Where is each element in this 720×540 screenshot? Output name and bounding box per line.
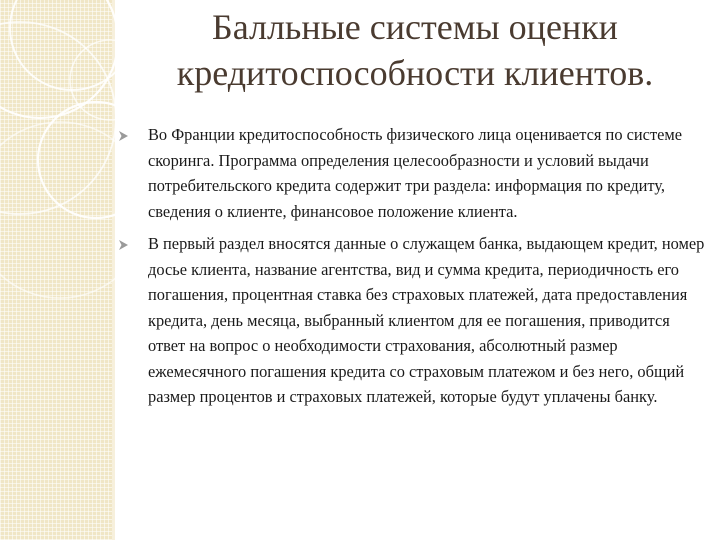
- bullet-list: [118, 122, 708, 417]
- arrowhead-bullet-icon: [118, 240, 128, 250]
- bullet-item-first-section: [118, 231, 708, 410]
- bullet-text: Во Франции кредитоспособность физического лица оценивается по системе скоринга. Программа определения целесообразности и условий выдачи потребительского кредита содержит три раздела: информация по кредиту, сведения о клиенте, финансовое положение клиента.: [148, 125, 683, 221]
- bullet-text: В первый раздел вносятся данные о служащем банка, выдающем кредит, номер досье клиента, название агентства, вид и сумма кредита, периодичность его погашения, процентная ставка без страховых платежей, дата предоставления кредита, день месяца, выбранный клиентом для ее погашения, приводится ответ на вопрос о необходимости страхования, абсолютный размер ежемесячного погашения кредита со страховым платежом и без него, общий размер процентов и страховых платежей, которые будут уплачены банку.: [148, 234, 705, 406]
- slide-title: [122, 4, 708, 96]
- bullet-item-france-scoring: [118, 122, 708, 224]
- slide-title-line-1: Балльные системы оценки: [212, 7, 618, 47]
- arrowhead-bullet-icon: [118, 131, 128, 141]
- slide-title-line-2: кредитоспособности клиентов.: [176, 53, 654, 93]
